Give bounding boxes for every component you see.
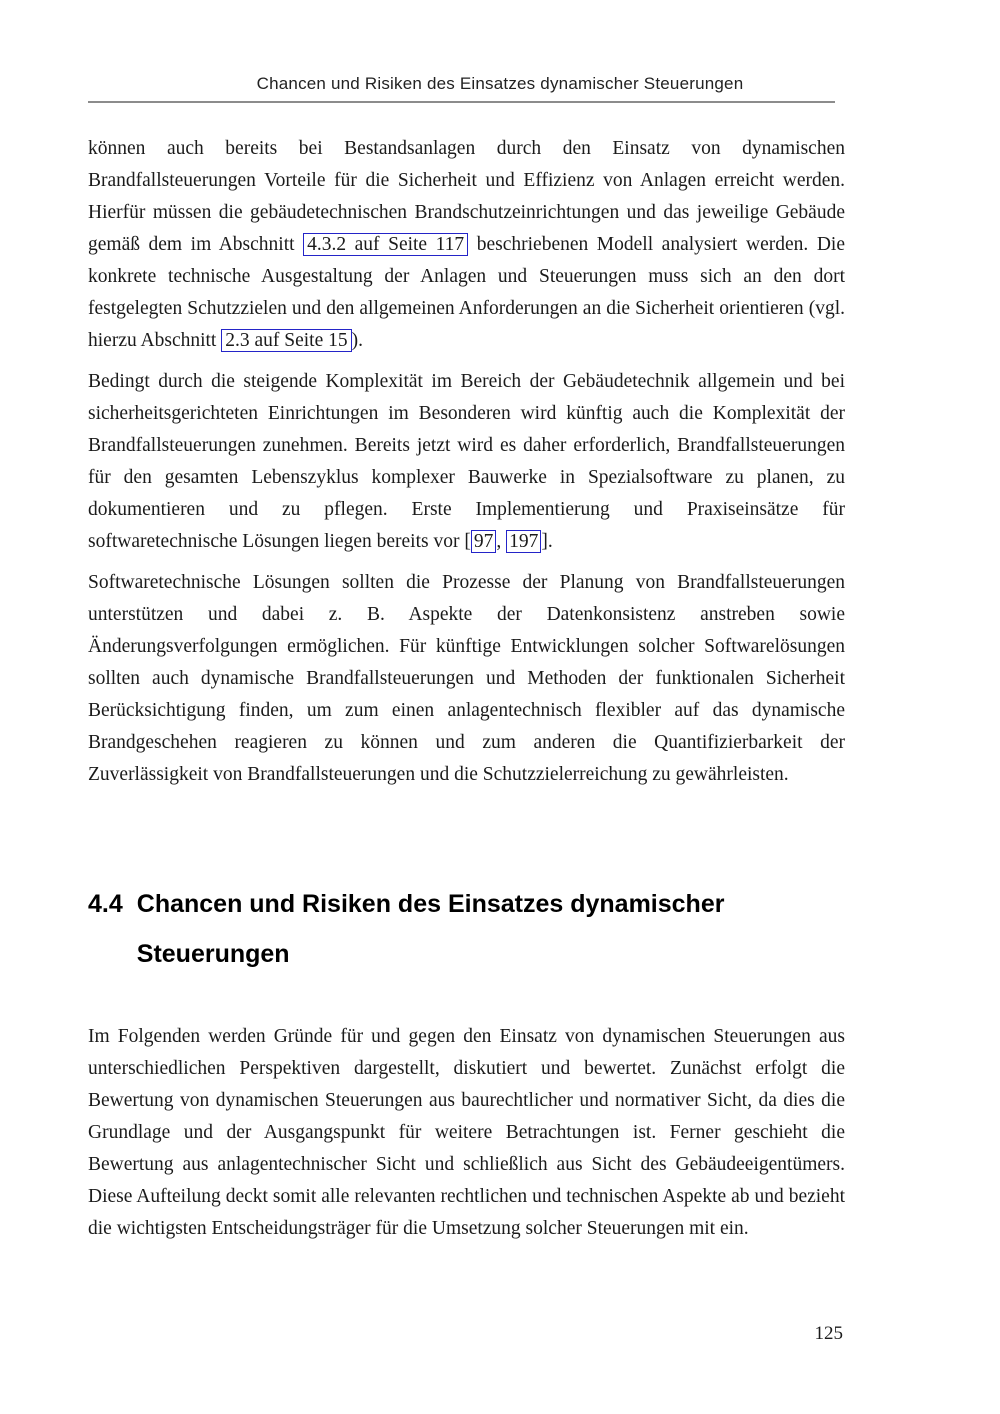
paragraph-2 (88, 366, 845, 558)
citation-bracket-open: [ (464, 531, 471, 552)
citation-bracket-close: ]. (541, 531, 553, 552)
section-title: Chancen und Risiken des Einsatzes dynamischer Steuerungen (136, 890, 725, 968)
citation-separator: , (496, 531, 507, 552)
paragraph-1-text-b: beschriebenen Modell analysiert werden. Die konkrete technische Ausgestaltung der Anlagen und Steuerungen muss sich an den dort festgelegten Schutzzielen und den allgemeinen Anforderungen an die Sicherheit orientieren (vgl. hierzu Abschnitt (88, 234, 845, 351)
paragraph-4: Im Folgenden werden Gründe für und gegen den Einsatz von dynamischen Steuerungen aus unterschiedlichen Perspektiven dargestellt, diskutiert und bewertet. Zunächst erfolgt die Bewertung von dynamischen Steuerungen aus baurechtlicher und normativer Sicht, da dies die Grundlage und der Ausgangspunkt für weitere Betrachtungen ist. Ferner geschieht die Bewertung aus anlagentechnischer Sicht und schließlich aus Sicht des Gebäudeeigentümers. Diese Aufteilung deckt somit alle relevanten rechtlichen und technischen Aspekte ab und bezieht die wichtigsten Entscheidungsträger für die Umsetzung solcher Steuerungen mit ein. (88, 1026, 845, 1239)
section-number: 4.4 (88, 890, 123, 918)
citation-link-197[interactable]: 197 (506, 530, 541, 553)
paragraph-1-text-c: ). (351, 330, 363, 351)
body-text-column-2 (88, 1021, 845, 1245)
running-header: Chancen und Risiken des Einsatzes dynamischer Steuerungen (256, 74, 744, 93)
section-reference-link-4-3-2[interactable]: 4.3.2 auf Seite 117 (303, 233, 468, 256)
header-rule (88, 101, 835, 103)
section-heading (88, 879, 845, 979)
paragraph-3: Softwaretechnische Lösungen sollten die Prozesse der Planung von Brandfallsteuerungen unterstützen und dabei z. B. Aspekte der Datenkonsistenz anstreben sowie Änderungsverfolgungen ermöglichen. Für künftige Entwicklungen solcher Softwarelösungen sollten auch dynamische Brandfallsteuerungen und Methoden der funktionalen Sicherheit Berücksichtigung finden, um zum einen anlagentechnisch flexibler auf das dynamische Brandgeschehen reagieren zu können und zum anderen die Quantifizierbarkeit der Zuverlässigkeit von Brandfallsteuerungen und die Schutzzielerreichung zu gewährleisten. (88, 572, 845, 785)
citation-link-97[interactable]: 97 (471, 530, 497, 553)
section-reference-link-2-3[interactable]: 2.3 auf Seite 15 (221, 329, 351, 352)
paragraph-1 (88, 133, 845, 357)
paragraph-1-text-a: können auch bereits bei Bestandsanlagen durch den Einsatz von dynamischen Brandfallsteuerungen Vorteile für die Sicherheit und Effizienz von Anlagen erreicht werden. Hierfür müssen die gebäudetechnischen Brandschutzeinrichtungen und das jeweilige Gebäude gemäß dem im Abschnitt (88, 138, 845, 255)
paragraph-2-text: Bedingt durch die steigende Komplexität im Bereich der Gebäudetechnik allgemein und bei sicherheitsgerichteten Einrichtungen im Besonderen wird künftig auch die Komplexität der Brandfallsteuerungen zunehmen. Bereits jetzt wird es daher erforderlich, Brandfallsteuerungen für den gesamten Lebenszyklus komplexer Bauwerke in Spezialsoftware zu planen, zu dokumentieren und zu pflegen. Erste Implementierung und Praxiseinsätze für softwaretechnische Lösungen liegen bereits vor (88, 371, 845, 552)
page-number: 125 (814, 1323, 843, 1344)
body-text-column (88, 133, 845, 791)
